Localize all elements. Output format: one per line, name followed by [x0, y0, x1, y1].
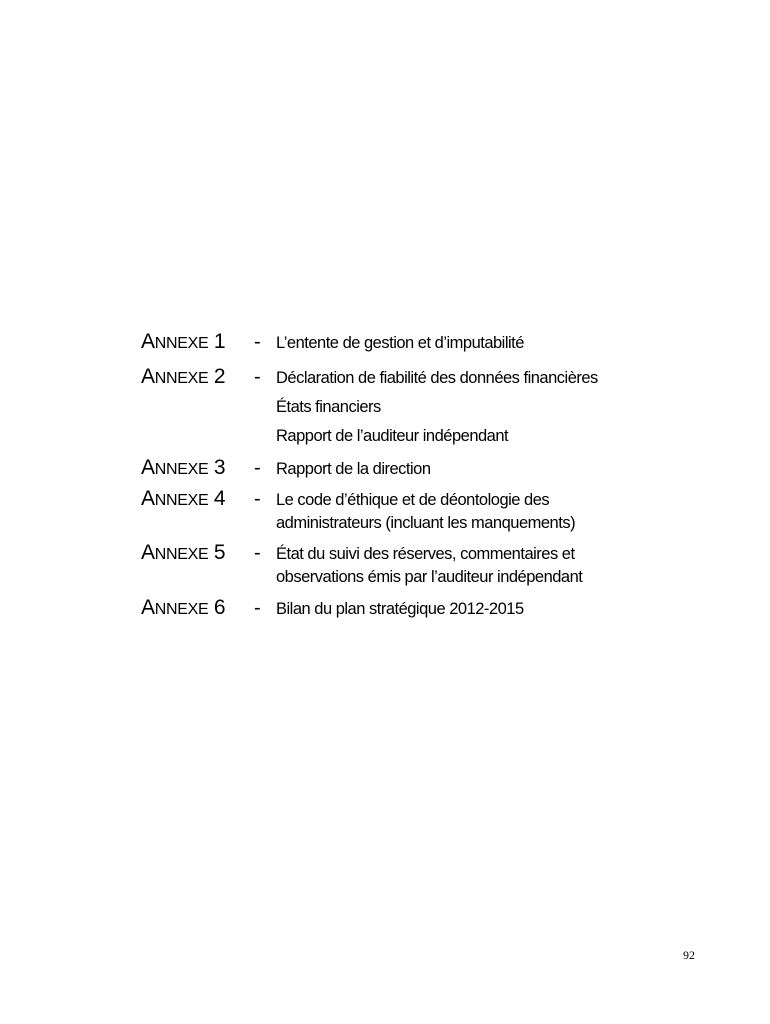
annex-dash: -: [254, 331, 261, 353]
annex-line: Déclaration de fiabilité des données financières: [276, 369, 598, 387]
annex-line: observations émis par l’auditeur indépendant: [276, 568, 583, 586]
annex-list: [141, 329, 701, 621]
annex-row-3: [141, 455, 701, 481]
annex-line: Rapport de l’auditeur indépendant: [276, 427, 509, 445]
annex-label: ANNEXE 5: [141, 541, 226, 564]
annex-row-2: [141, 364, 701, 451]
annex-row-5: [141, 540, 701, 589]
annex-dash: -: [254, 457, 261, 479]
annex-line: Le code d’éthique et de déontologie des: [276, 491, 550, 509]
annex-row-6: [141, 595, 701, 621]
annex-description: [276, 486, 701, 535]
annex-label: ANNEXE 6: [141, 596, 226, 619]
annex-line: Bilan du plan stratégique 2012-2015: [276, 600, 524, 618]
annex-label: ANNEXE 2: [141, 365, 226, 388]
annex-line: Rapport de la direction: [276, 460, 431, 478]
annex-description: [276, 540, 701, 589]
annex-description: [276, 455, 701, 481]
page-number: 92: [683, 948, 695, 962]
annex-line: L’entente de gestion et d’imputabilité: [276, 334, 524, 352]
annex-line: administrateurs (incluant les manquements): [276, 514, 576, 532]
annex-description: [276, 595, 701, 621]
annex-line: États financiers: [276, 398, 381, 416]
annex-dash: -: [254, 597, 261, 619]
annex-dash: -: [254, 488, 261, 510]
annex-dash: -: [254, 542, 261, 564]
annex-row-4: [141, 486, 701, 535]
annex-row-1: [141, 329, 701, 355]
annex-line: État du suivi des réserves, commentaires et: [276, 545, 575, 563]
annex-label: ANNEXE 1: [141, 330, 226, 353]
annex-description: [276, 364, 701, 451]
annex-label: ANNEXE 4: [141, 487, 226, 510]
annex-description: [276, 329, 701, 355]
annex-dash: -: [254, 366, 261, 388]
annex-label: ANNEXE 3: [141, 456, 226, 479]
